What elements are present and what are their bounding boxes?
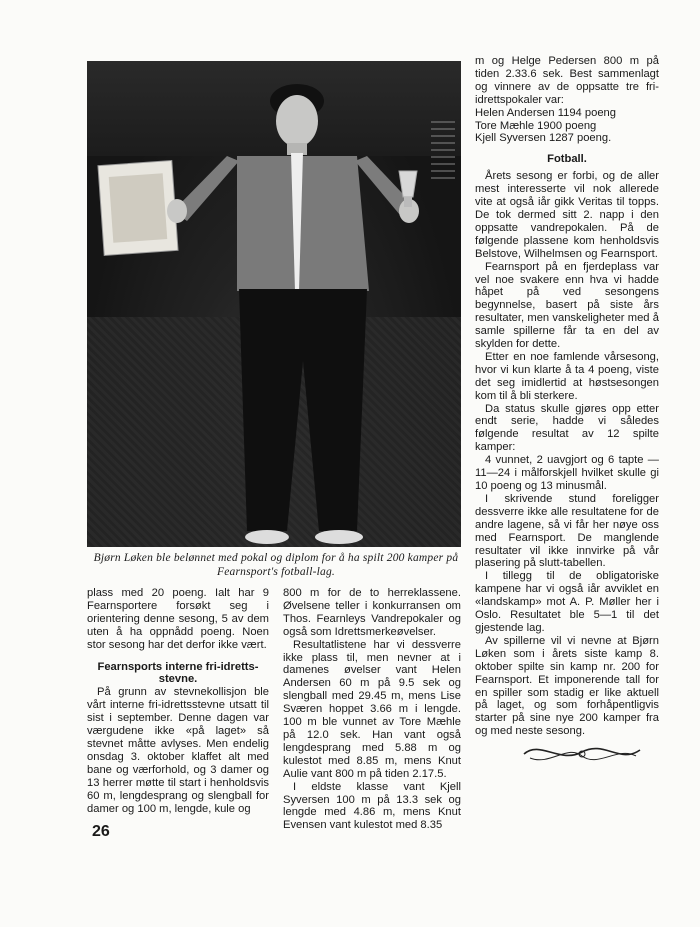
col2-paragraph-2: Resultatlistene har vi dessverre ikke plass til, men nevner at i damenes øvelser vant Helen Andersen 60 m på 9.5 sek og slengball med 29.45 m, mens Lise Sværen hoppet 3.66 m i lengde. 100 m ble vunnet av Tore Mæhle på 12.0 sek. Han vant også lengdesprang med 5.88 m og kulestot med 8.85 m, mens Knut Aulie vant 800 m på tiden 2.17.5. bbox=[283, 638, 461, 780]
heading-interne-fri-idrett: Fearnsports interne fri-idretts-stevne. bbox=[97, 660, 259, 686]
col3-paragraph-3: Fearnsport på en fjerdeplass var vel noe svakere enn hva vi hadde håpet på ved sesongens begynnelse, basert på siste års resultater, men vanskeligheter med å samle spillerne får ta en del av skylden for dette. bbox=[475, 260, 659, 351]
player-figure bbox=[87, 61, 461, 547]
col3-paragraph-4: Etter en noe famlende vårsesong, hvor vi kun klarte å ta 4 poeng, viste det seg imidlertid at høstsesongen kom til å bli sterkere. bbox=[475, 350, 659, 402]
result-line-2: Tore Mæhle 1900 poeng bbox=[475, 119, 597, 132]
column-left bbox=[87, 587, 269, 815]
result-line-1: Helen Andersen 1194 poeng bbox=[475, 106, 616, 119]
page-number: 26 bbox=[92, 823, 110, 840]
heading-fotball: Fotball. bbox=[547, 153, 587, 166]
col1-paragraph-2: På grunn av stevnekollisjon ble vårt interne fri-idrettsstevne utsatt til sist i september. Denne dagen var værgudene ikke «på laget» så stevnet måtte avlyses. Men endelig onsdag 3. oktober klaffet alt med bane og værforhold, og 3 damer og 13 herrer møtte til start i henholdsvis 60 m, lengdesprang og slengball for damer og 100 m, lengde, kule og bbox=[87, 686, 269, 815]
col3-paragraph-2: Årets sesong er forbi, og de aller mest interesserte vil nok allerede vite at også iår gikk Veritas til topps. De tok dermed sitt 2. napp i den oppsatte vandrepokalen. På de følgende plassene kom henholdsvis Belstove, Wilhelmsen og Fearnsport. bbox=[475, 170, 659, 260]
col2-paragraph-1: 800 m for de to herreklassene. Øvelsene teller i konkurransen om Thos. Fearnleys Vandrepokaler og også som Idrettsmerkeøvelser. bbox=[283, 587, 461, 638]
col1-paragraph-1: plass med 20 poeng. Ialt har 9 Fearnsportere forsøkt seg i orientering denne sesong, 5 av dem uten å ha oppnådd poeng. Noen stor sesong har det derfor ikke vært. bbox=[87, 587, 269, 651]
photo-caption bbox=[92, 551, 460, 579]
caption-line-1: Bjørn Løken ble belønnet med pokal og diplom for å ha spilt 200 bbox=[93, 552, 405, 564]
column-middle bbox=[283, 587, 461, 832]
col3-paragraph-5: Da status skulle gjøres opp etter endt serie, hadde vi således følgende resultat av 12 spilte kamper: bbox=[475, 402, 659, 454]
col3-paragraph-8: I tillegg til de obligatoriske kampene har vi også iår avviklet en «landskamp» mot A. P. Møller her i Oslo. Resultatet ble 5—1 til det gjestende lag. bbox=[475, 570, 659, 634]
col3-paragraph-6: 4 vunnet, 2 uavgjort og 6 tapte — 11—24 i målforskjell hvilket skulle gi 10 poeng og 13 minusmål. bbox=[475, 454, 659, 492]
column-right bbox=[475, 55, 659, 738]
col3-paragraph-9: Av spillerne vil vi nevne at Bjørn Løken som i årets siste kamp 8. oktober spilte sin kamp nr. 200 for Fearnsport. Et imponerende tall for en spiller som stadig er like aktuell på laget, og som forhåpentligvis starter på sine nye 200 kamper fra og med neste sesong. bbox=[475, 634, 659, 738]
caption-line-2: kamper på Fearnsport's fotball-lag. bbox=[217, 552, 459, 578]
result-line-3: Kjell Syversen 1287 poeng. bbox=[475, 132, 612, 145]
col3-paragraph-1: m og Helge Pedersen 800 m på tiden 2.33.6 sek. Best sammenlagt og vinnere av de oppsatte tre fri-idrettspokaler var: bbox=[475, 55, 659, 106]
col3-paragraph-7: I skrivende stund foreligger dessverre ikke alle resultatene for de andre lagene, så vi får her nøye oss med Fearnsport. De manglende resultater vil ikke innvirke på vår plasering på slutt-tabellen. bbox=[475, 492, 659, 570]
photo-player-with-trophy bbox=[87, 61, 461, 547]
flourish-ornament-icon bbox=[520, 734, 644, 770]
col2-paragraph-3: I eldste klasse vant Kjell Syversen 100 m på 13.3 sek og lengde med 4.86 m, mens Knut Evensen vant kulestot med 8.35 bbox=[283, 780, 461, 832]
